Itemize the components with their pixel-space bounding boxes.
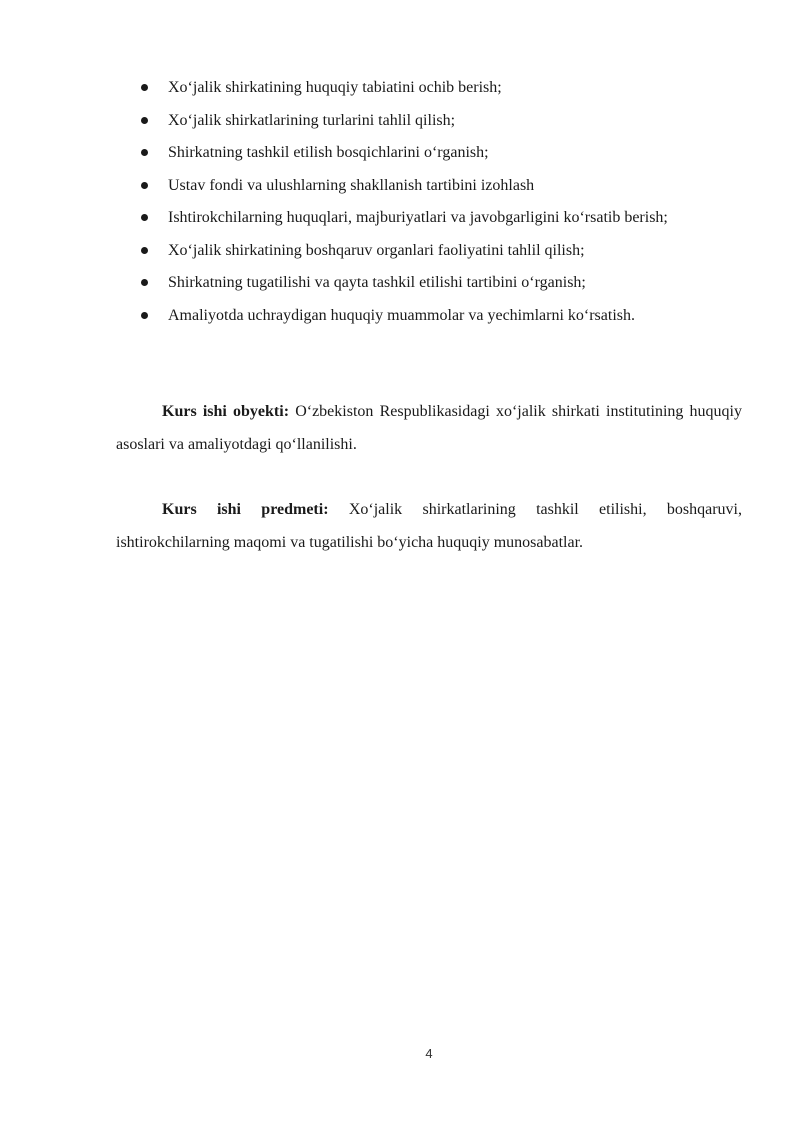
course-work-object-paragraph	[116, 396, 742, 461]
list-item-text: Shirkatning tugatilishi va qayta tashkil etilishi tartibini o‘rganish;	[168, 274, 586, 291]
list-item-text: Amaliyotda uchraydigan huquqiy muammolar va yechimlarni ko‘rsatish.	[168, 306, 635, 324]
bullet-icon	[141, 182, 148, 189]
list-item	[140, 300, 742, 333]
bullet-icon	[141, 247, 148, 254]
list-item	[140, 105, 742, 138]
list-item-text: Shirkatning tashkil etilish bosqichlarini o‘rganish;	[168, 144, 489, 161]
bullet-icon	[141, 312, 148, 319]
list-item	[140, 267, 742, 300]
objectives-list	[140, 72, 742, 332]
list-item	[140, 202, 742, 235]
list-item	[140, 137, 742, 170]
list-item-text: Xo‘jalik shirkatining huquqiy tabiatini ochib berish;	[168, 79, 502, 96]
subject-text: Xo‘jalik shirkatlarining tashkil etilishi, boshqaruvi, ishtirokchilarning maqomi va tugatilishi bo‘yicha huquqiy munosabatlar.	[116, 501, 743, 551]
object-label: Kurs ishi obyekti:	[162, 403, 290, 420]
object-text: O‘zbekiston Respublikasidagi xo‘jalik shirkati institutining huquqiy asoslari va amaliyotdagi qo‘llanilishi.	[116, 403, 742, 453]
list-item-text: Ishtirokchilarning huquqlari, majburiyatlari va javobgarligini ko‘rsatib berish;	[168, 209, 668, 226]
bullet-icon	[141, 149, 148, 156]
page-number: 4	[425, 1046, 433, 1061]
subject-label: Kurs ishi predmeti:	[162, 501, 329, 518]
list-item-text: Xo‘jalik shirkatining boshqaruv organlari faoliyatini tahlil qilish;	[168, 241, 585, 259]
bullet-icon	[141, 279, 148, 286]
list-item	[140, 235, 742, 268]
bullet-icon	[141, 84, 148, 91]
list-item-text: Xo‘jalik shirkatlarining turlarini tahlil qilish;	[168, 111, 456, 129]
list-item	[140, 72, 742, 105]
bullet-icon	[141, 117, 148, 124]
bullet-icon	[141, 214, 148, 221]
list-item	[140, 170, 742, 203]
list-item-text: Ustav fondi va ulushlarning shakllanish tartibini izohlash	[168, 176, 535, 194]
course-work-subject-paragraph	[116, 494, 742, 559]
